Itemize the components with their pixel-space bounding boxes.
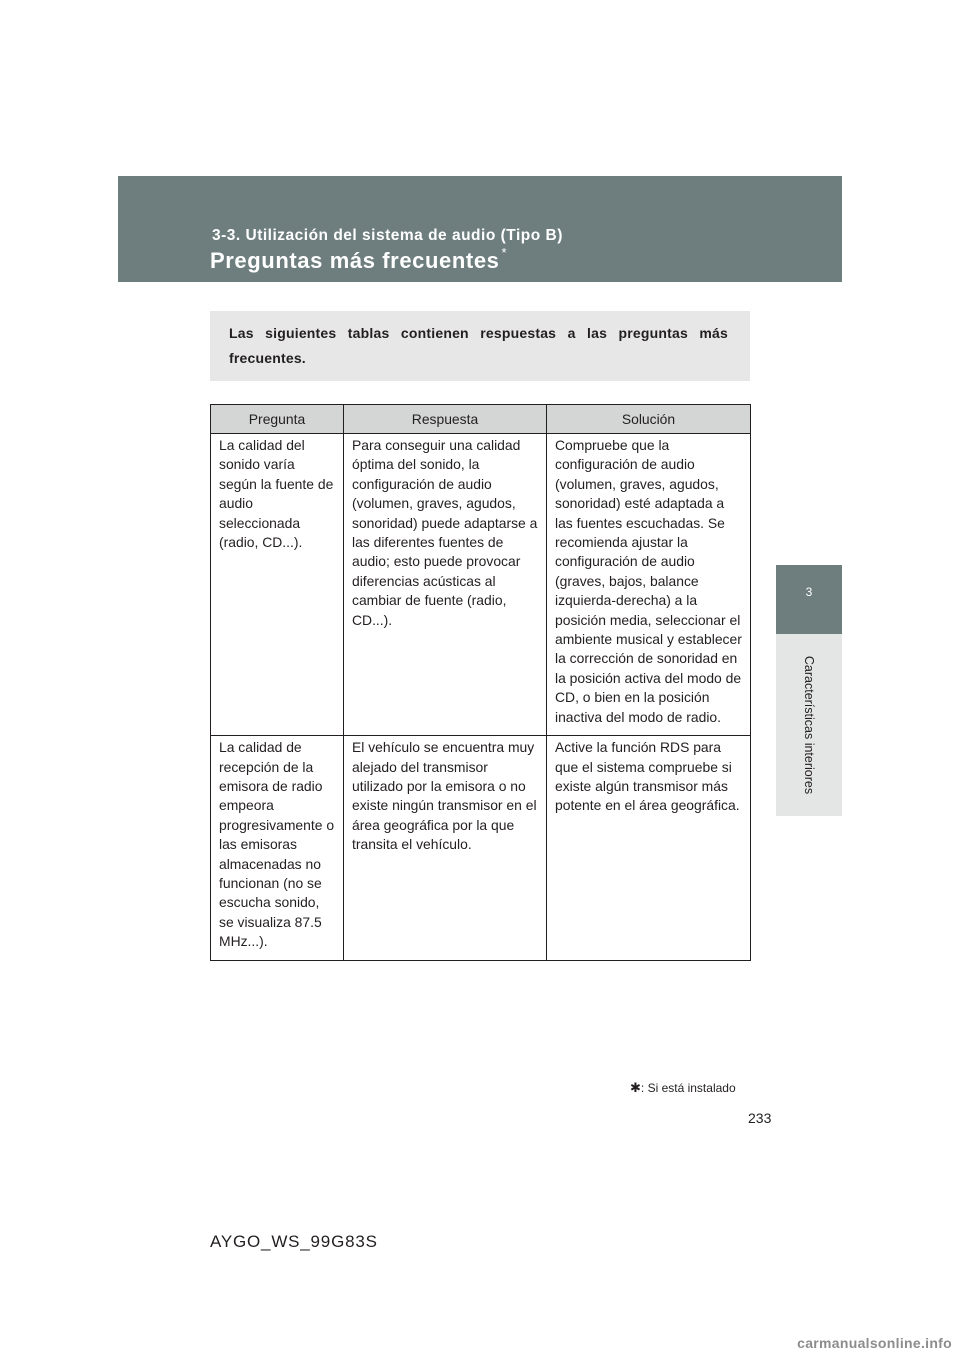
table-row xyxy=(211,434,751,736)
question-cell: La calidad del sonido varía según la fuente de audio seleccionada (radio, CD...). xyxy=(211,434,344,736)
table-row xyxy=(211,736,751,960)
chapter-number: 3 xyxy=(805,585,813,599)
answer-cell: El vehículo se encuentra muy alejado del transmisor utilizado por la emisora o no existe ningún transmisor en el área geográfica por la que transita el vehículo. xyxy=(344,736,547,960)
table-header-row xyxy=(211,405,751,434)
chapter-tab xyxy=(776,565,842,634)
installed-note-mark: * xyxy=(501,245,508,260)
intro-text: Las siguientes tablas contienen respuestas a las preguntas más frecuentes. xyxy=(229,325,728,366)
faq-table xyxy=(210,404,751,961)
chapter-title: Características interiores xyxy=(802,655,816,795)
watermark: carmanualsonline.info xyxy=(797,1335,952,1351)
header-band xyxy=(118,176,842,282)
page-title xyxy=(210,245,508,274)
section-label: 3-3. Utilización del sistema de audio (Tipo B) xyxy=(212,227,563,244)
asterisk-icon: ✱ xyxy=(630,1080,641,1095)
question-cell: La calidad de recepción de la emisora de radio empeora progresivamente o las emisoras almacenadas no funcionan (no se escucha sonido, se visualiza 87.5 MHz...). xyxy=(211,736,344,960)
solution-cell: Compruebe que la configuración de audio (volumen, graves, agudos, sonoridad) esté adaptada a las fuentes escuchadas. Se recomienda ajustar la configuración de audio (graves, bajos, balance izquierda-derecha) a la posición media, seleccionar el ambiente musical y establecer la corrección de sonoridad en la posición activa del modo de CD, o bien en la posición inactiva del modo de radio. xyxy=(547,434,751,736)
page-number: 233 xyxy=(748,1110,772,1126)
column-header-answer: Respuesta xyxy=(344,405,547,434)
footnote xyxy=(630,1080,736,1096)
solution-cell: Active la función RDS para que el sistema compruebe si existe algún transmisor más potente en el área geográfica. xyxy=(547,736,751,960)
document-code: AYGO_WS_99G83S xyxy=(210,1232,378,1251)
chapter-title-tab xyxy=(776,634,842,816)
footnote-text: : Si está instalado xyxy=(640,1081,736,1095)
page-title-text: Preguntas más frecuentes xyxy=(210,248,500,273)
column-header-solution: Solución xyxy=(547,405,751,434)
column-header-question: Pregunta xyxy=(211,405,344,434)
intro-box xyxy=(210,311,750,381)
answer-cell: Para conseguir una calidad óptima del sonido, la configuración de audio (volumen, graves, agudos, sonoridad) puede adaptarse a las diferentes fuentes de audio; esto puede provocar diferencias acústicas al cambiar de fuente (radio, CD...). xyxy=(344,434,547,736)
